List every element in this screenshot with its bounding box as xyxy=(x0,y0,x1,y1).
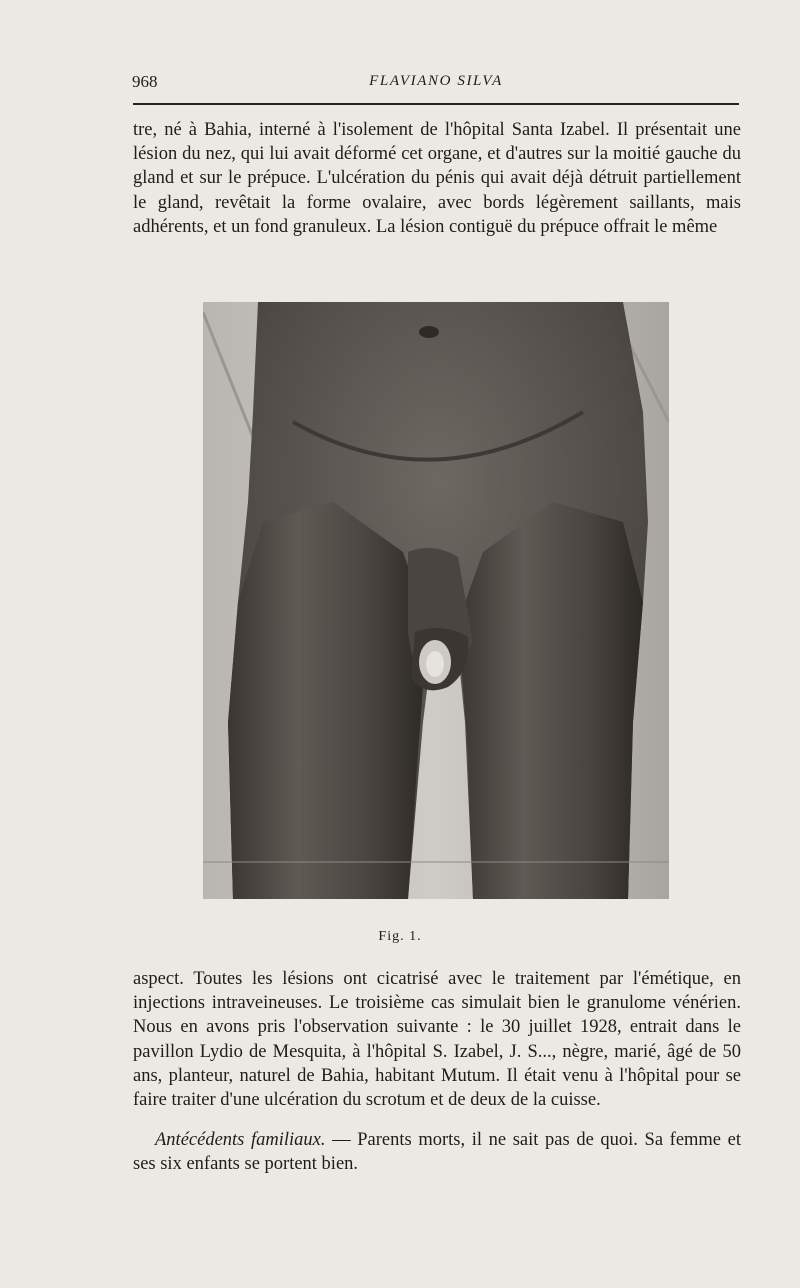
running-head xyxy=(132,70,740,98)
header-rule xyxy=(133,103,739,105)
figure-caption: Fig. 1. xyxy=(378,929,422,944)
paragraph-top: tre, né à Bahia, interné à l'isolement de l'hôpital Santa Izabel. Il présentait une lésion du nez, qui lui avait déformé cet organe, et d'autres sur la moitié gauche du gland et sur le prépuce. L'ulcération du pénis qui avait déjà détruit partiellement le gland, revêtait la forme ovalaire, avec bords légèrement saillants, mais adhérents, et un fond granuleux. La lésion contiguë du prépuce offrait le même xyxy=(133,120,741,237)
paragraph-antecedents xyxy=(133,1128,741,1176)
running-title: FLAVIANO SILVA xyxy=(369,73,503,89)
photograph-illustration xyxy=(203,302,669,899)
paragraph-bottom: aspect. Toutes les lésions ont cicatrisé avec le traitement par l'émétique, en injections intraveineuses. Le troisième cas simulait bien le granulome vénérien. Nous en avons pris l'observation suivante : le 30 juillet 1928, entrait dans le pavillon Lydio de Mesquita, à l'hôpital S. Izabel, J. S..., nègre, marié, âgé de 50 ans, planteur, naturel de Bahia, habitant Mutum. Il était venu à l'hôpital pour se faire traiter d'une ulcération du scrotum et de deux de la cuisse. xyxy=(133,969,741,1111)
antecedents-text: — Parents morts, il ne sait pas de quoi. Sa femme et ses six enfants se portent bien. xyxy=(133,1130,741,1175)
section-heading-antecedents: Antécédents familiaux. xyxy=(155,1130,326,1150)
page-number: 968 xyxy=(132,72,158,91)
figure-photograph xyxy=(203,302,669,899)
